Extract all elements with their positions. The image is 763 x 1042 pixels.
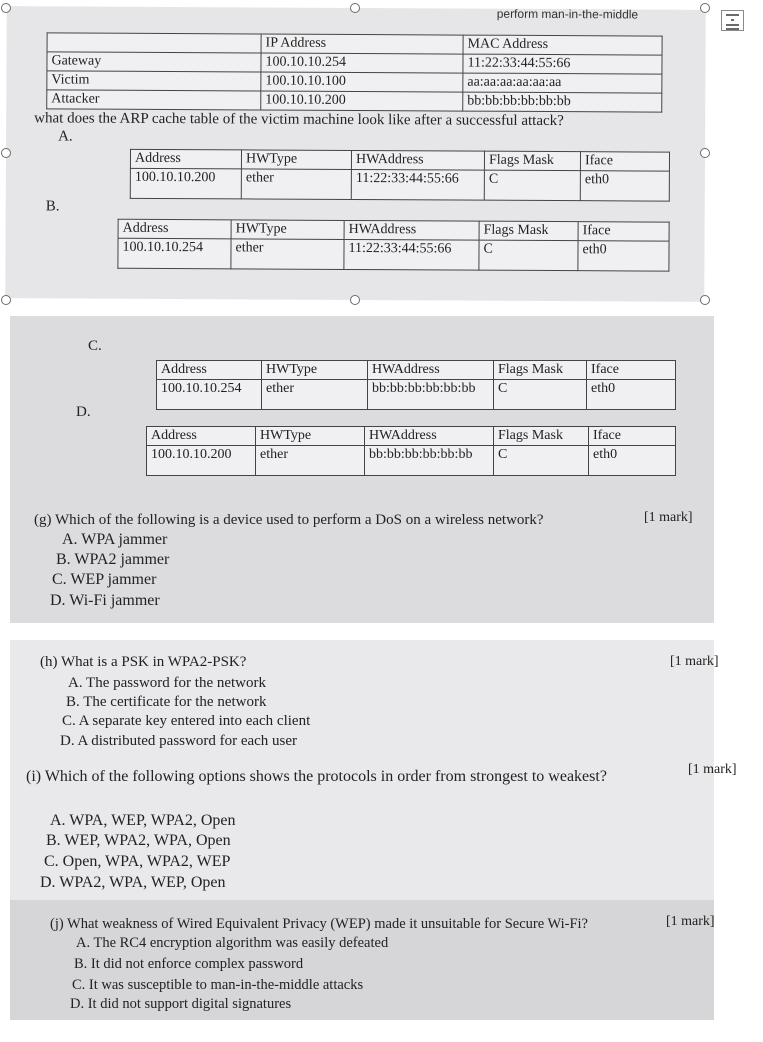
question-i-option-d: D. WPA2, WPA, WEP, Open [40,874,226,891]
arp-cell: ether [231,239,344,270]
arp-cell: eth0 [580,171,669,201]
arp-header-cell: HWAddress [351,150,484,170]
arp-header-cell: HWType [231,220,344,240]
option-d-letter: D. [76,404,91,420]
arp-header-cell: HWType [262,361,368,380]
arp-header-cell: HWAddress [344,220,479,240]
arp-cell: C [479,240,578,271]
table-header-cell [47,33,261,53]
arp-header-cell: Address [130,149,241,169]
arp-header-cell: HWAddress [365,427,494,446]
table-header-cell: IP Address [261,34,463,54]
question-h-option-d: D. A distributed password for each user [60,733,298,749]
arp-header-cell: Flags Mask [484,151,580,171]
table-cell: 100.10.10.100 [261,72,463,92]
arp-cell: 11:22:33:44:55:66 [344,239,479,270]
resize-handle-bottom-middle[interactable] [350,295,360,305]
resize-handle-top-right[interactable] [700,3,710,13]
arp-header-cell: Iface [589,427,676,446]
question-i-option-a: A. WPA, WEP, WPA2, Open [50,812,236,829]
question-j-text: (j) What weakness of Wired Equivalent Privacy (WEP) made it unsuitable for Secure Wi-Fi? [50,916,588,932]
arp-cell: eth0 [587,380,676,410]
photo-fragment-1 [5,6,706,302]
ip-mac-table [46,32,662,112]
photo-fragment-4 [10,900,714,1020]
resize-handle-bottom-left[interactable] [1,295,11,305]
arp-header-cell: Flags Mask [479,221,578,241]
image-layout-icon[interactable] [721,10,744,31]
arp-header-cell: HWType [241,150,351,170]
resize-handle-bottom-right[interactable] [700,295,710,305]
arp-header-cell: Iface [587,361,676,380]
arp-header-cell: Address [118,219,231,239]
table-cell: 100.10.10.200 [261,91,463,111]
question-j-option-d: D. It did not support digital signatures [70,996,292,1012]
resize-handle-top-left[interactable] [1,3,11,13]
question-g-mark: [1 mark] [644,510,693,525]
arp-header-cell: Iface [578,222,669,241]
arp-cell: 100.10.10.254 [118,238,231,269]
arp-cell: C [484,170,580,201]
arp-header-cell: Flags Mask [494,427,589,446]
question-i-mark: [1 mark] [688,762,737,777]
question-h-option-a: A. The password for the network [68,675,267,691]
question-j-option-c: C. It was susceptible to man-in-the-middle attacks [72,977,364,993]
question-j-option-b: B. It did not enforce complex password [74,956,304,972]
question-j-option-a: A. The RC4 encryption algorithm was easily defeated [76,935,389,951]
arp-cell: eth0 [578,241,669,271]
resize-handle-top-middle[interactable] [350,3,360,13]
arp-cell: bb:bb:bb:bb:bb:bb [365,446,494,476]
question-h-option-b: B. The certificate for the network [66,694,267,710]
table-cell: bb:bb:bb:bb:bb:bb [463,92,662,112]
option-b-letter: B. [45,198,60,215]
question-g-option-a: A. WPA jammer [62,531,168,548]
question-i-option-c: C. Open, WPA, WPA2, WEP [44,853,231,870]
arp-table-option-d [146,426,676,476]
question-g-option-d: D. Wi-Fi jammer [50,592,160,609]
arp-cell: eth0 [589,446,676,476]
table-cell: Victim [47,71,261,91]
question-h-mark: [1 mark] [670,654,719,669]
table-cell: 11:22:33:44:55:66 [463,54,662,74]
question-i-text: (i) Which of the following options shows the protocols in order from strongest to weakest? [26,768,607,785]
question-h-text: (h) What is a PSK in WPA2-PSK? [40,654,247,670]
arp-cell: 100.10.10.200 [147,446,256,476]
question-g-option-b: B. WPA2 jammer [56,551,170,568]
arp-cell: C [494,446,589,476]
photo-fragment-2 [10,316,714,623]
top-fragment-text: perform man-in-the-middle [496,6,639,22]
arp-cell: ether [241,169,351,200]
arp-cell: ether [256,446,365,476]
table-cell: Gateway [47,52,261,72]
question-h-option-c: C. A separate key entered into each client [62,713,311,729]
question-j-mark: [1 mark] [666,914,715,929]
arp-header-cell: Flags Mask [494,361,587,380]
arp-cell: C [494,380,587,410]
table-cell: aa:aa:aa:aa:aa:aa [463,73,662,93]
option-c-letter: C. [88,338,102,354]
arp-table-option-a [130,149,670,202]
arp-table-option-c [156,360,676,410]
arp-cell: ether [262,380,368,410]
arp-header-cell: HWType [256,427,365,446]
table-cell: 100.10.10.254 [261,53,463,73]
arp-header-cell: Address [147,427,256,446]
arp-header-cell: Iface [580,152,669,171]
arp-cell: bb:bb:bb:bb:bb:bb [368,380,494,410]
arp-cell: 100.10.10.200 [130,168,241,199]
arp-cell: 11:22:33:44:55:66 [351,169,484,200]
table-header-cell: MAC Address [463,35,662,55]
arp-table-option-b [117,219,669,272]
resize-handle-middle-right[interactable] [700,148,710,158]
question-g-option-c: C. WEP jammer [52,571,157,588]
table-cell: Attacker [47,90,261,110]
option-a-letter: A. [58,128,73,145]
arp-header-cell: HWAddress [368,361,494,380]
photo-fragment-3 [10,640,737,900]
question-f-text: what does the ARP cache table of the victim machine look like after a successful attack? [34,110,564,130]
question-g-text: (g) Which of the following is a device used to perform a DoS on a wireless network? [34,512,544,528]
question-i-option-b: B. WEP, WPA2, WPA, Open [46,832,231,849]
arp-header-cell: Address [157,361,262,380]
arp-cell: 100.10.10.254 [157,380,262,410]
resize-handle-middle-left[interactable] [1,148,11,158]
